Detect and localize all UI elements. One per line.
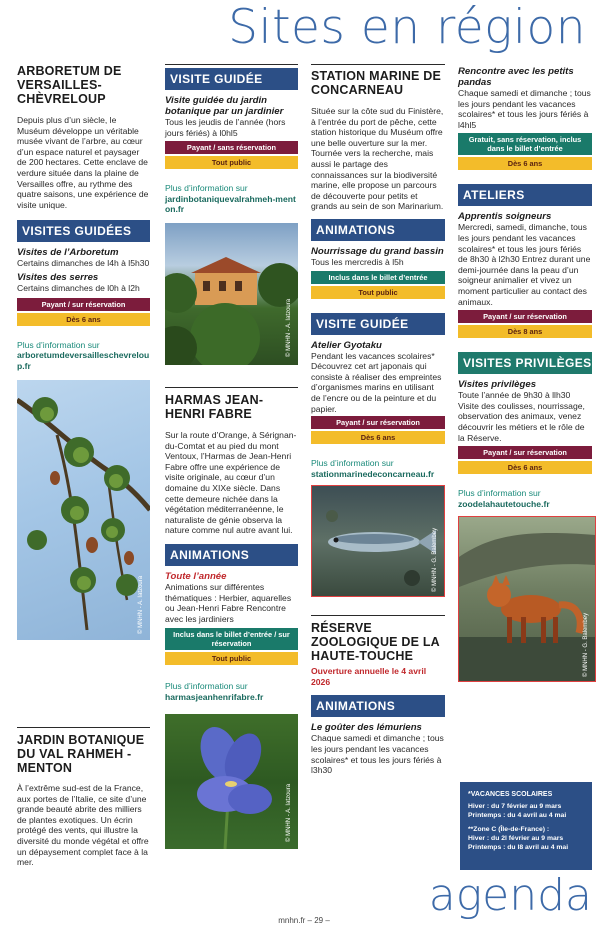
- item-title: Le goûter des lémuriens: [311, 722, 422, 734]
- more-info-label: Plus d’information sur: [458, 488, 541, 499]
- page-title: Sites en région: [228, 0, 586, 55]
- pricing-badge: Payant / sur réservation: [311, 416, 445, 429]
- villa-illustration: [165, 223, 298, 365]
- audience-badge: Tout public: [165, 156, 298, 169]
- iris-flower-photo: [165, 714, 298, 849]
- item-title: Nourrissage du grand bassin: [311, 245, 444, 257]
- item-text: Certains dimanches de l0h à l2h: [17, 282, 140, 293]
- divider: [311, 615, 445, 616]
- photo-credit: © MNHN - A. Iatzoura: [286, 784, 292, 843]
- audience-badge: Dès 6 ans: [458, 157, 592, 170]
- section-band: VISITES GUIDÉES: [17, 220, 150, 242]
- item-title: Visite guidée du jardin botanique par un jardinier: [165, 95, 284, 117]
- column-arboretum: [17, 64, 150, 640]
- site-title: RÉSERVE ZOOLOGIQUE DE LA HAUTE-TOUCHE: [311, 621, 440, 664]
- section-band: ATELIERS: [458, 184, 592, 206]
- section-band: VISITE GUIDÉE: [165, 68, 298, 90]
- section-band: VISITES PRIVILÈGES: [458, 352, 592, 374]
- item-text: Mercredi, samedi, dimanche, tous les jours pendant les vacances scolaires* et tous les jours fériés de 8h30 à l2h30 Entrez durant une demi-journée dans la peau d’un soigneur animalier et vivez un moment particulier au contact des animaux.: [458, 222, 591, 307]
- audience-badge: Dès 8 ans: [458, 325, 592, 338]
- divider: [165, 387, 298, 388]
- item-text: Chaque samedi et dimanche ; tous les jours pendant les vacances scolaires* et tous les jours fériés à l3h30: [311, 733, 444, 776]
- item-title: Visites privilèges: [458, 379, 537, 391]
- holidays-line: Printemps : du 4 avril au 4 mai: [468, 812, 567, 819]
- item-title: Visites des serres: [17, 271, 99, 283]
- item-title: Apprentis soigneurs: [458, 211, 552, 223]
- school-holidays-box: [460, 782, 592, 870]
- fish-illustration: [312, 486, 444, 596]
- more-info-label: Plus d’information sur: [165, 681, 248, 692]
- holidays-line: Printemps : du l8 avril au 4 mai: [468, 844, 569, 851]
- fish-photo: [311, 485, 445, 597]
- pricing-badge: Payant / sur réservation: [458, 310, 592, 323]
- menton-garden-photo: [165, 223, 298, 365]
- section-band: ANIMATIONS: [165, 544, 298, 566]
- agenda-label: agenda: [428, 870, 592, 921]
- site-title: STATION MARINE DE CONCARNEAU: [311, 69, 442, 97]
- holidays-line: Hiver : du 2l février au 9 mars: [468, 835, 564, 842]
- pricing-badge: Payant / sans réservation: [165, 141, 298, 154]
- item-text: Chaque samedi et dimanche ; tous les jours pendant les vacances scolaires* et tous les jours fériés à l4hl5: [458, 88, 591, 130]
- site-title: HARMAS JEAN-HENRI FABRE: [165, 392, 264, 421]
- audience-badge: Tout public: [165, 652, 298, 665]
- item-text: Pendant les vacances scolaires* Découvrez cet art japonais qui consiste à réaliser des empreintes d’organismes marins en utilisant de l’encre ou de la peinture et du papier.: [311, 350, 442, 414]
- item-title: Toute l’année: [165, 570, 227, 582]
- opening-notice: Ouverture annuelle le 4 avril 2026: [311, 666, 427, 687]
- section-band: ANIMATIONS: [311, 695, 445, 717]
- site-intro: Depuis plus d’un siècle, le Muséum développe un véritable musée vivant de l’arbre, au cœur d’un espace naturel et paysager de 200 hectares. Cette enclave de verdure située dans la plaine de Versailles offre, au rythme des quatre saisons, une expérience de visite unique.: [17, 115, 149, 210]
- site-title: JARDIN BOTANIQUE DU VAL RAHMEH - MENTON: [17, 733, 145, 775]
- photo-credit: © MNHN - A. Iatzoura: [286, 298, 292, 357]
- item-text: Tous les jeudis de l’année (hors jours fériés) à l0hl5: [165, 117, 286, 138]
- red-panda-photo: [458, 516, 596, 682]
- more-info-label: Plus d’information sur: [311, 458, 394, 469]
- website-link[interactable]: stationmarinedeconcarneau.fr: [311, 468, 435, 479]
- pricing-badge: Gratuit, sans réservation, inclus dans le billet d’entrée: [458, 133, 592, 155]
- cedar-branch-photo: [17, 380, 150, 640]
- site-description: Sur la route d’Orange, à Sérignan-du-Comtat et au pied du mont Ventoux, l’Harmas de Jean-Henri Fabre offre une expérience de visite originale, au cœur d’un domaine du XIXe siècle. Dans cette demeure nichée dans la végétation méditerranéenne, le naturaliste de génie observa la nature comme nul autre avant lui.: [165, 429, 297, 536]
- website-link[interactable]: zoodelahautetouche.fr: [458, 498, 550, 509]
- item-title: Atelier Gyotaku: [311, 339, 382, 351]
- audience-badge: Dès 6 ans: [458, 461, 592, 474]
- item-text: Animations sur différentes thématiques : Herbier, aquarelles ou Jean-Henri Fabre Rencontre avec les jardiniers: [165, 581, 292, 624]
- page-footer: mnhn.fr – 29 –: [278, 916, 330, 925]
- more-info-label: Plus d’information sur: [165, 183, 248, 194]
- site-title: ARBORETUM DE VERSAILLES-CHÈVRELOUP: [17, 64, 122, 106]
- pricing-badge: Payant / sur réservation: [17, 298, 150, 311]
- website-link[interactable]: arboretumdeversailleschevreloup.fr: [17, 350, 150, 371]
- site-description: Située sur la côte sud du Finistère, à l’entrée du port de pêche, cette station historique du Muséum offre une belle ouverture sur la mer. Tournée vers la recherche, mais aussi le partage des connaissances sur la biodiversité marine, elle propose un parcours de découverte pour petits et grands au sein de son Marinarium.: [311, 106, 444, 212]
- audience-badge: Dès 6 ans: [311, 431, 445, 444]
- holidays-line: Hiver : du 7 février au 9 mars: [468, 803, 562, 810]
- divider: [17, 727, 150, 728]
- item-title: Visites de l’Arboretum: [17, 247, 119, 259]
- divider: [311, 64, 445, 65]
- audience-badge: Dès 6 ans: [17, 313, 150, 326]
- item-text: Certains dimanches de l4h à l5h30: [17, 258, 150, 269]
- photo-credit: © MNHN - A. Iatzoura: [138, 576, 144, 635]
- iris-illustration: [165, 714, 298, 849]
- pricing-badge: Inclus dans le billet d’entrée / sur réservation: [165, 628, 298, 650]
- section-band: VISITE GUIDÉE: [311, 313, 445, 335]
- holidays-title: *VACANCES SCOLAIRES: [468, 791, 553, 798]
- red-panda-illustration: [459, 517, 595, 681]
- holidays-zone-title: **Zone C (Île-de-France) :: [468, 826, 550, 833]
- website-link[interactable]: jardinbotaniquevalrahmeh-menton.fr: [165, 193, 296, 215]
- audience-badge: Tout public: [311, 286, 445, 299]
- column-concarneau: [311, 69, 445, 776]
- photo-credit: © MNHN - G. Balembey: [583, 613, 589, 678]
- cedar-branch-illustration: [17, 380, 150, 640]
- more-info-label: Plus d’information sur: [17, 339, 100, 350]
- site-description: À l’extrême sud-est de la France, aux portes de l’Italie, ce site d’une grande beauté abrite des milliers de plantes exotiques. Un écrin protégé des vents, qui illustre la diversité du monde végétal et offre un dépaysement complet face à la mer.: [17, 783, 149, 868]
- pricing-badge: Payant / sur réservation: [458, 446, 592, 459]
- site-block-menton: [17, 733, 150, 868]
- photo-credit: © MNHN - G. Balembey: [432, 528, 438, 593]
- column-haute-touche: [458, 66, 592, 682]
- website-link[interactable]: harmasjeanhenrifabre.fr: [165, 691, 264, 702]
- item-text: Toute l’année de 9h30 à llh30 Visite des coulisses, nourrissage, observation des animaux, venez découvrir les métiers et le rôle de la Réserve.: [458, 390, 585, 443]
- item-title: Rencontre avec les petits pandas: [458, 66, 574, 88]
- pricing-badge: Inclus dans le billet d’entrée: [311, 271, 445, 284]
- section-band: ANIMATIONS: [311, 219, 445, 241]
- divider: [165, 64, 298, 65]
- column-menton-harmas: [165, 68, 298, 849]
- item-text: Tous les mercredis à l5h: [311, 256, 404, 267]
